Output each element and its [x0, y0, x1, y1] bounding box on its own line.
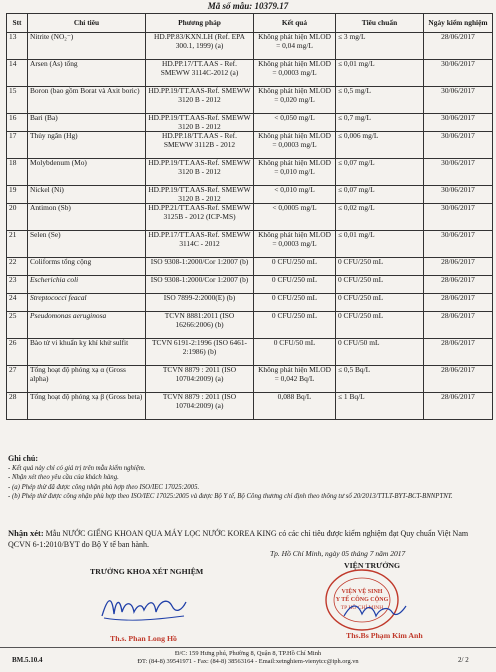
cell-result: 0 CFU/250 mL [254, 312, 336, 339]
cell-date: 28/06/2017 [424, 294, 493, 312]
cell-standard: ≤ 3 mg/L [336, 33, 424, 60]
cell-result: Không phát hiện MLOD = 0,0003 mg/L [254, 231, 336, 258]
cell-date: 28/06/2017 [424, 366, 493, 393]
sample-code-value: 10379.17 [254, 1, 289, 11]
footer-address-block [0, 650, 496, 666]
footer-contact: ĐT: (84-8) 39541971 - Fax: (84-8) 38563164 - Email:xetnghiem-vienytcc@iph.org.vn [137, 658, 359, 665]
header-result: Kết quả [254, 14, 336, 33]
header-date: Ngày kiểm nghiệm [424, 14, 493, 33]
cell-method: HD.PP.17/TT.AAS-Ref. SMEWW 3114C - 2012 [146, 231, 254, 258]
cell-date: 30/06/2017 [424, 114, 493, 132]
right-signature-scribble [340, 598, 410, 624]
cell-stt: 19 [7, 186, 28, 204]
cell-date: 28/06/2017 [424, 312, 493, 339]
cell-standard: ≤ 0,01 mg/L [336, 60, 424, 87]
cell-indicator: Selen (Se) [28, 231, 146, 258]
cell-standard: 0 CFU/250 mL [336, 294, 424, 312]
cell-stt: 18 [7, 159, 28, 186]
notes-section [8, 454, 492, 502]
cell-method: HD.PP.18/TT.AAS - Ref. SMEWW 3112B - 2012 [146, 132, 254, 159]
table-row [7, 231, 493, 258]
cell-result: 0 CFU/250 mL [254, 258, 336, 276]
table-row [7, 339, 493, 366]
cell-stt: 24 [7, 294, 28, 312]
cell-standard: ≤ 0,7 mg/L [336, 114, 424, 132]
cell-stt: 28 [7, 393, 28, 420]
header-method: Phương pháp [146, 14, 254, 33]
footer-address: Đ/C: 159 Hưng phú, Phường 8, Quận 8, TP.Hồ Chí Minh [174, 650, 322, 657]
cell-result: Không phát hiện MLOD = 0,042 Bq/L [254, 366, 336, 393]
table-row [7, 258, 493, 276]
comment-section [8, 528, 492, 550]
cell-method: HD.PP.19/TT.AAS-Ref. SMEWW 3120 B - 2012 [146, 159, 254, 186]
cell-stt: 16 [7, 114, 28, 132]
cell-date: 30/06/2017 [424, 132, 493, 159]
form-code: BM.5.10.4 [12, 656, 43, 664]
cell-indicator: Nitrite (NO₂⁻) [28, 33, 146, 60]
table-row [7, 366, 493, 393]
cell-stt: 27 [7, 366, 28, 393]
cell-result: 0 CFU/50 mL [254, 339, 336, 366]
cell-date: 28/06/2017 [424, 33, 493, 60]
cell-result: 0 CFU/250 mL [254, 276, 336, 294]
cell-date: 28/06/2017 [424, 393, 493, 420]
cell-stt: 26 [7, 339, 28, 366]
cell-indicator: Thủy ngân (Hg) [28, 132, 146, 159]
cell-date: 30/06/2017 [424, 159, 493, 186]
cell-indicator: Molybdenum (Mo) [28, 159, 146, 186]
cell-standard: ≤ 0,01 mg/L [336, 231, 424, 258]
cell-date: 30/06/2017 [424, 186, 493, 204]
table-row [7, 393, 493, 420]
sample-code-label: Mã số mẫu: [207, 1, 253, 11]
right-signer-title: VIỆN TRƯỞNG [344, 561, 401, 570]
cell-standard: ≤ 1 Bq/L [336, 393, 424, 420]
table-row [7, 276, 493, 294]
table-row [7, 60, 493, 87]
cell-standard: ≤ 0,5 Bq/L [336, 366, 424, 393]
issue-date: Tp. Hồ Chí Minh, ngày 05 tháng 7 năm 2017 [270, 549, 406, 558]
cell-indicator: Nickel (Ni) [28, 186, 146, 204]
cell-indicator: Antimon (Sb) [28, 204, 146, 231]
cell-indicator: Arsen (As) tổng [28, 60, 146, 87]
cell-result: Không phát hiện MLOD = 0,0003 mg/L [254, 60, 336, 87]
cell-method: HD.PP.19/TT.AAS-Ref. SMEWW 3120 B - 2012 [146, 114, 254, 132]
note-line: - Kết quả này chỉ có giá trị trên mẫu kiểm nghiệm. [8, 464, 146, 472]
cell-stt: 22 [7, 258, 28, 276]
cell-standard: ≤ 0,07 mg/L [336, 159, 424, 186]
cell-stt: 25 [7, 312, 28, 339]
cell-indicator: Pseudomonas aeruginosa [28, 312, 146, 339]
cell-stt: 13 [7, 33, 28, 60]
svg-text:Y TẾ CÔNG CỘNG: Y TẾ CÔNG CỘNG [335, 597, 389, 603]
table-row [7, 87, 493, 114]
cell-stt: 15 [7, 87, 28, 114]
table-row [7, 33, 493, 60]
cell-indicator: Bari (Ba) [28, 114, 146, 132]
cell-result: 0,088 Bq/L [254, 393, 336, 420]
cell-method: TCVN 8879 : 2011 (ISO 10704:2009) (a) [146, 366, 254, 393]
cell-stt: 20 [7, 204, 28, 231]
cell-method: HD.PP.21/TT.AAS-Ref. SMEWW 3125B - 2012 (ICP-MS) [146, 204, 254, 231]
cell-result: < 0,010 mg/L [254, 186, 336, 204]
results-table [6, 13, 493, 420]
table-row [7, 186, 493, 204]
sample-code [0, 1, 496, 11]
table-row [7, 294, 493, 312]
cell-method: ISO 9308-1:2000/Cor 1:2007 (b) [146, 258, 254, 276]
cell-stt: 21 [7, 231, 28, 258]
cell-result: < 0,050 mg/L [254, 114, 336, 132]
page-number: 2/ 2 [458, 656, 469, 664]
cell-method: TCVN 8879 : 2011 (ISO 10704:2009) (a) [146, 393, 254, 420]
cell-method: HD.PP.19/TT.AAS-Ref. SMEWW 3120 B - 2012 [146, 186, 254, 204]
footer-divider [0, 647, 496, 648]
svg-text:VIỆN VỆ SINH: VIỆN VỆ SINH [341, 589, 383, 595]
cell-date: 28/06/2017 [424, 258, 493, 276]
cell-indicator: Boron (bao gồm Borat và Axit boric) [28, 87, 146, 114]
cell-result: Không phát hiện MLOD = 0,020 mg/L [254, 87, 336, 114]
table-row [7, 114, 493, 132]
left-signer-name: Th.s. Phan Long Hồ [110, 634, 177, 643]
table-row [7, 132, 493, 159]
cell-method: ISO 7899-2:2000(E) (b) [146, 294, 254, 312]
cell-indicator: Coliforms tổng cộng [28, 258, 146, 276]
cell-standard: 0 CFU/250 mL [336, 258, 424, 276]
cell-result: Không phát hiện MLOD = 0,010 mg/L [254, 159, 336, 186]
header-standard: Tiêu chuẩn [336, 14, 424, 33]
cell-result: Không phát hiện MLOD = 0,0003 mg/L [254, 132, 336, 159]
cell-method: HD.PP.17/TT.AAS - Ref. SMEWW 3114C-2012 (a) [146, 60, 254, 87]
table-row [7, 204, 493, 231]
cell-result: < 0,0005 mg/L [254, 204, 336, 231]
cell-stt: 14 [7, 60, 28, 87]
table-row [7, 312, 493, 339]
cell-method: ISO 9308-1:2000/Cor 1:2007 (b) [146, 276, 254, 294]
cell-indicator: Tổng hoạt độ phóng xạ α (Gross alpha) [28, 366, 146, 393]
note-line: - (a) Phép thử đã được công nhận phù hợp theo ISO/IEC 17025:2005. [8, 483, 200, 491]
notes-title: Ghi chú: [8, 454, 39, 463]
cell-method: TCVN 6191-2:1996 (ISO 6461-2:1986) (b) [146, 339, 254, 366]
table-header-row [7, 14, 493, 33]
cell-standard: ≤ 0,02 mg/L [336, 204, 424, 231]
cell-date: 30/06/2017 [424, 204, 493, 231]
right-signer-name: Ths.Bs Phạm Kim Anh [346, 631, 423, 640]
cell-stt: 17 [7, 132, 28, 159]
cell-standard: 0 CFU/250 mL [336, 312, 424, 339]
svg-text:TP HỒ CHÍ MINH: TP HỒ CHÍ MINH [340, 605, 384, 611]
header-stt: Stt [7, 14, 28, 33]
note-line: - (b) Phép thử được công nhận phù hợp theo ISO/IEC 17025:2005 và được Bộ Y tế, Bộ Công thương chỉ định theo thông tư số 20/2013/TTLT-BYT-BCT-BNNPTNT. [8, 493, 453, 500]
cell-indicator: Streptococci feacal [28, 294, 146, 312]
cell-standard: ≤ 0,07 mg/L [336, 186, 424, 204]
left-signature-scribble [98, 590, 188, 626]
comment-text: Mẫu NƯỚC GIẾNG KHOAN QUA MÁY LỌC NƯỚC KOREA KING có các chỉ tiêu được kiểm nghiệm đạt Quy chuẩn Việt Nam QCVN 6-1:2010/BYT do Bộ Y tế ban hành. [8, 529, 469, 549]
cell-date: 28/06/2017 [424, 339, 493, 366]
left-signer-title: TRƯỞNG KHOA XÉT NGHIỆM [90, 567, 204, 576]
cell-indicator: Tổng hoạt độ phóng xạ β (Gross beta) [28, 393, 146, 420]
cell-date: 30/06/2017 [424, 87, 493, 114]
note-line: - Nhận xét theo yêu cầu của khách hàng. [8, 474, 119, 481]
cell-result: 0 CFU/250 mL [254, 294, 336, 312]
cell-method: HD.PP.83/KXN.LH (Ref. EPA 300.1, 1999) (a) [146, 33, 254, 60]
cell-result: Không phát hiện MLOD = 0,04 mg/L [254, 33, 336, 60]
cell-date: 30/06/2017 [424, 231, 493, 258]
header-indicator: Chỉ tiêu [28, 14, 146, 33]
table-row [7, 159, 493, 186]
cell-standard: 0 CFU/50 mL [336, 339, 424, 366]
cell-standard: 0 CFU/250 mL [336, 276, 424, 294]
comment-label: Nhận xét: [8, 528, 44, 538]
cell-standard: ≤ 0,006 mg/L [336, 132, 424, 159]
cell-stt: 23 [7, 276, 28, 294]
cell-indicator: Bào tử vi khuẩn kỵ khí khử sulfit [28, 339, 146, 366]
cell-standard: ≤ 0,5 mg/L [336, 87, 424, 114]
cell-method: HD.PP.19/TT.AAS-Ref. SMEWW 3120 B - 2012 [146, 87, 254, 114]
cell-date: 30/06/2017 [424, 60, 493, 87]
cell-indicator: Escherichia coli [28, 276, 146, 294]
cell-method: TCVN 8881:2011 (ISO 16266:2006) (b) [146, 312, 254, 339]
cell-date: 28/06/2017 [424, 276, 493, 294]
